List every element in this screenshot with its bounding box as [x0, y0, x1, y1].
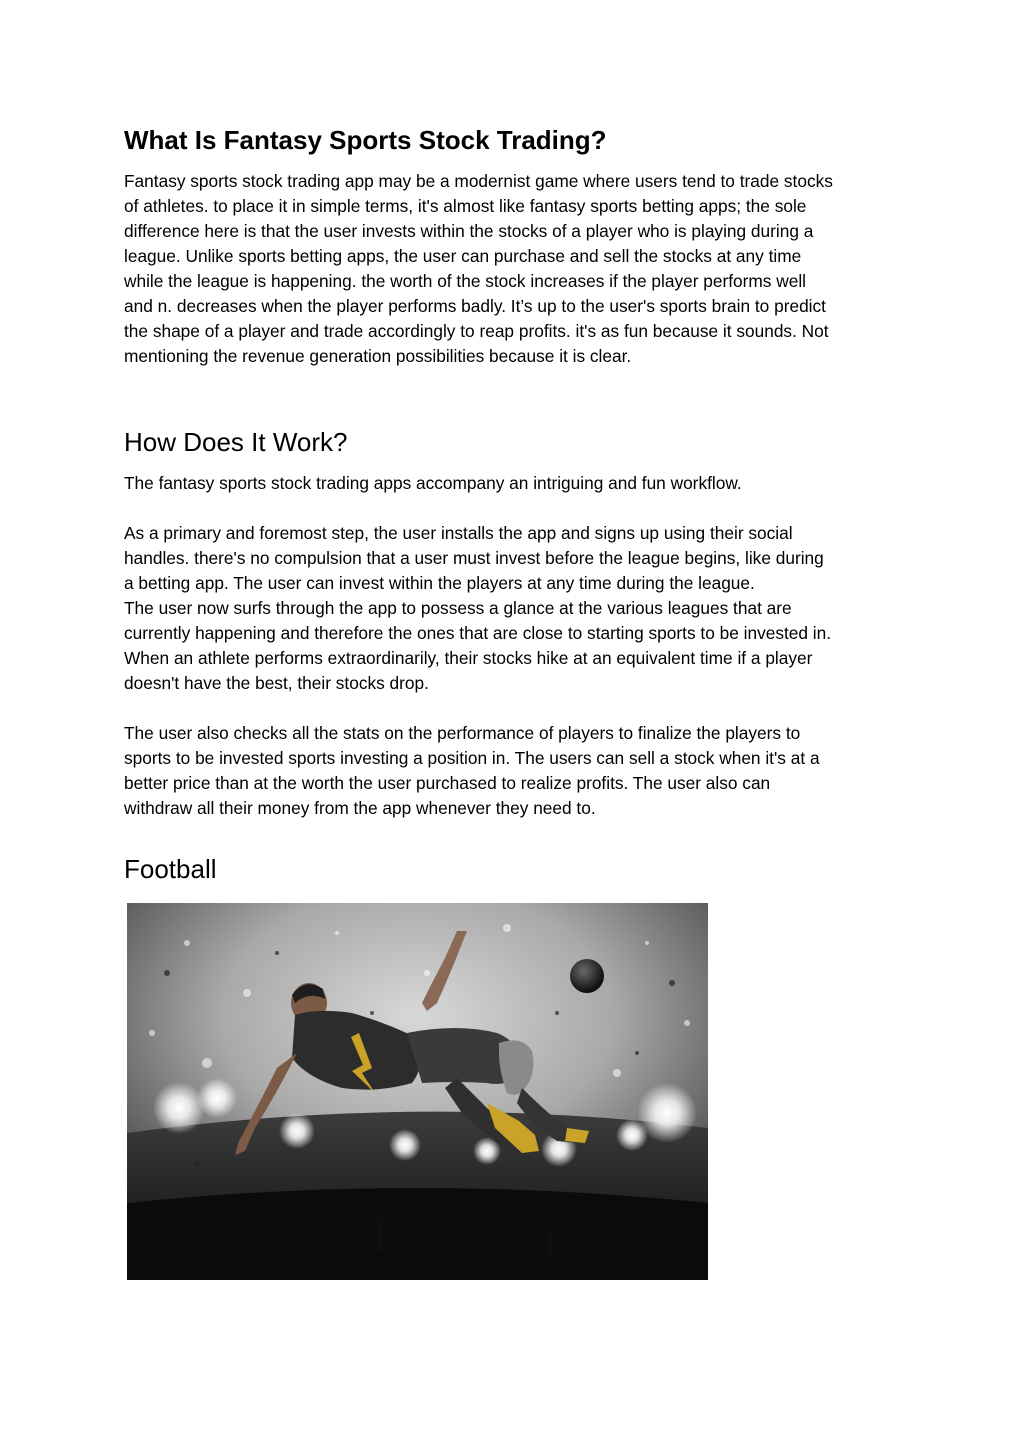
text-line: currently happening and therefore the ones that are close to starting sports to be invested in.: [124, 623, 832, 643]
text-line: sports to be invested sports investing a position in. The users can sell a stock when it's at a: [124, 748, 820, 768]
text-line: difference here is that the user invests within the stocks of a player who is playing during a: [124, 221, 814, 241]
text-line: withdraw all their money from the app whenever they need to.: [124, 798, 596, 818]
football-player-photo: [127, 903, 708, 1280]
text-line: mentioning the revenue generation possibilities because it is clear.: [124, 346, 632, 366]
text-line: doesn't have the best, their stocks drop.: [124, 673, 429, 693]
text-line: The fantasy sports stock trading apps accompany an intriguing and fun workflow.: [124, 473, 742, 493]
text-line: When an athlete performs extraordinarily, their stocks hike at an equivalent time if a player: [124, 648, 813, 668]
text-line: while the league is happening. the worth of the stock increases if the player performs well: [124, 271, 807, 291]
paragraph-workflow-intro: [124, 471, 914, 496]
text-line: better price than at the worth the user purchased to realize profits. The user also can: [124, 773, 771, 793]
text-line: handles. there's no compulsion that a user must invest before the league begins, like during: [124, 548, 824, 568]
text-line: of athletes. to place it in simple terms, it's almost like fantasy sports betting apps; the sole: [124, 196, 807, 216]
paragraph-stats-and-withdraw: [124, 721, 914, 821]
section-heading-football: Football: [124, 854, 217, 884]
text-line: league. Unlike sports betting apps, the user can purchase and sell the stocks at any time: [124, 246, 802, 266]
text-line: The user also checks all the stats on the performance of players to finalize the players to: [124, 723, 801, 743]
text-line: The user now surfs through the app to possess a glance at the various leagues that are: [124, 598, 792, 618]
text-line: As a primary and foremost step, the user installs the app and signs up using their social: [124, 523, 793, 543]
section-heading-fantasy-stock-trading: What Is Fantasy Sports Stock Trading?: [124, 125, 607, 155]
text-line: and n. decreases when the player performs badly. It’s up to the user's sports brain to predict: [124, 296, 826, 316]
text-line: Fantasy sports stock trading app may be a modernist game where users tend to trade stocks: [124, 171, 833, 191]
section-heading-how-does-it-work: How Does It Work?: [124, 427, 348, 457]
paragraph-workflow-steps: [124, 521, 914, 696]
text-line: a betting app. The user can invest within the players at any time during the league.: [124, 573, 755, 593]
text-line: the shape of a player and trade accordingly to reap profits. it's as fun because it sounds. Not: [124, 321, 829, 341]
paragraph-fantasy-stock-trading: [124, 169, 914, 369]
